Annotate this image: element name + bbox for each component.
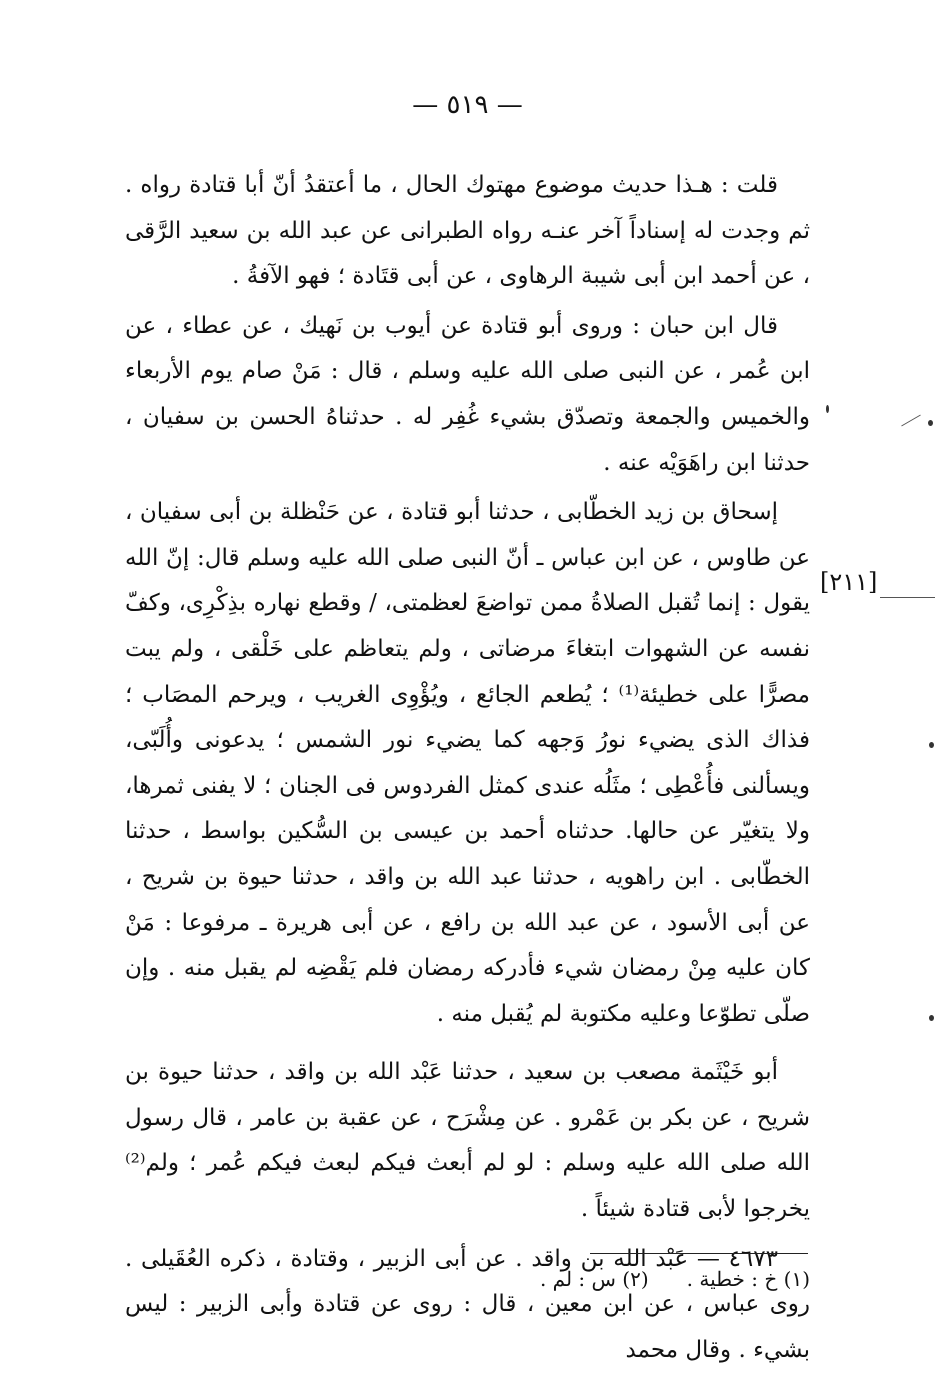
scan-mark (826, 405, 829, 413)
paragraph-5-entry-4673: ٤٦٧٣ — عَبْد الله بن واقد . عن أبى الزبير ، وقتادة ، ذكره العُقَيلى . روى عباس ، عن ابن معين ، قال : روى عن قتادة وأبى الزبير : ليس بشيء . وقال محمد (125, 1245, 810, 1363)
scan-line (880, 597, 935, 598)
paragraph-3: إسحاق بن زيد الخطّابى ، حدثنا أبو قتادة ، عن حَنْظلة بن أبى سفيان ، عن طاوس ، عن ابن عباس ـ أنّ النبى صلى الله عليه وسلم قال: إنّ الله يقول : إنما تُقبل الصلاةُ ممن تواضعَ لعظمتى، / وقطع نهاره بذِكْرِى، وكفّ نفسه عن الشهوات ابتغاءَ مرضاتى ، ولم يتعاظم على خَلْقى ، ولم يبت مصرًّا على خطيئة⁽¹⁾ ؛ يُطعم الجائع ، ويُؤْوِى الغريب ، ويرحم المصَاب ؛ فذاك الذى يضيء نورُ وَجهه كما يضيء نور الشمس ؛ يدعونى وأُلَبّى، ويسألنى فأُعْطِى ؛ مثَلُه عندى كمثل الفردوس فى الجنان ؛ لا يفنى ثمرها، ولا يتغيّر عن حالها. حدثناه أحمد بن عيسى بن السُّكين بواسط ، حدثنا الخطّابى . ابن راهويه ، حدثنا عبد الله بن واقد ، حدثنا حيوة بن شريح ، عن أبى الأسود ، عن عبد الله بن رافع ، عن أبى هريرة ـ مرفوعا : مَنْ كان عليه مِنْ رمضان شيء فأدركه رمضان فلم يَقْضِه لم يقبل منه . وإن صلّى تطوّعا وعليه مكتوبة لم يُقبل منه . (125, 499, 810, 1027)
page-number: — ٥١٩ — (412, 90, 523, 120)
scan-line (901, 415, 921, 427)
paragraph-4: أبو خَيْثَمة مصعب بن سعيد ، حدثنا عَبْد الله بن واقد ، حدثنا حيوة بن شريح ، عن بكر بن عَمْرو . عن مِشْرَح ، عن عقبة بن عامر ، قال رسول الله صلى الله عليه وسلم : لو لم أبعث فيكم لبعث فيكم عُمر ؛ ولم⁽²⁾ يخرجوا لأبى قتادة شيئاً . (125, 1059, 810, 1223)
main-text (125, 163, 810, 1373)
scan-mark (928, 420, 933, 426)
paragraph-2: قال ابن حبان : وروى أبو قتادة عن أيوب بن نَهيك ، عن عطاء ، عن ابن عُمر ، عن النبى صلى الله عليه وسلم ، قال : مَنْ صام يوم الأربعاء والخميس والجمعة وتصدّق بشيء غُفِر له . حدثناهُ الحسن بن سفيان ، حدثنا ابن راهَوَيْه عنه . (125, 312, 810, 476)
footnotes (430, 1264, 810, 1294)
scan-mark (929, 1015, 934, 1021)
footnote-2: (٢) س : لم . (539, 1267, 649, 1291)
margin-page-reference: [٢١١] (820, 568, 878, 596)
footnote-1: (١) خ : خطية . (686, 1267, 810, 1291)
footnote-divider (590, 1253, 808, 1254)
paragraph-1: قلت : هـذا حديث موضوع مهتوك الحال ، ما أعتقدُ أنّ أبا قتادة رواه . ثم وجدت له إسناداً آخر عنـه رواه الطبرانى عن عبد الله بن سعيد الرَّقى ، عن أحمد ابن أبى شيبة الرهاوى ، عن أبى قتَادة ؛ فهو الآفةُ . (125, 172, 810, 290)
scan-mark (929, 742, 934, 748)
